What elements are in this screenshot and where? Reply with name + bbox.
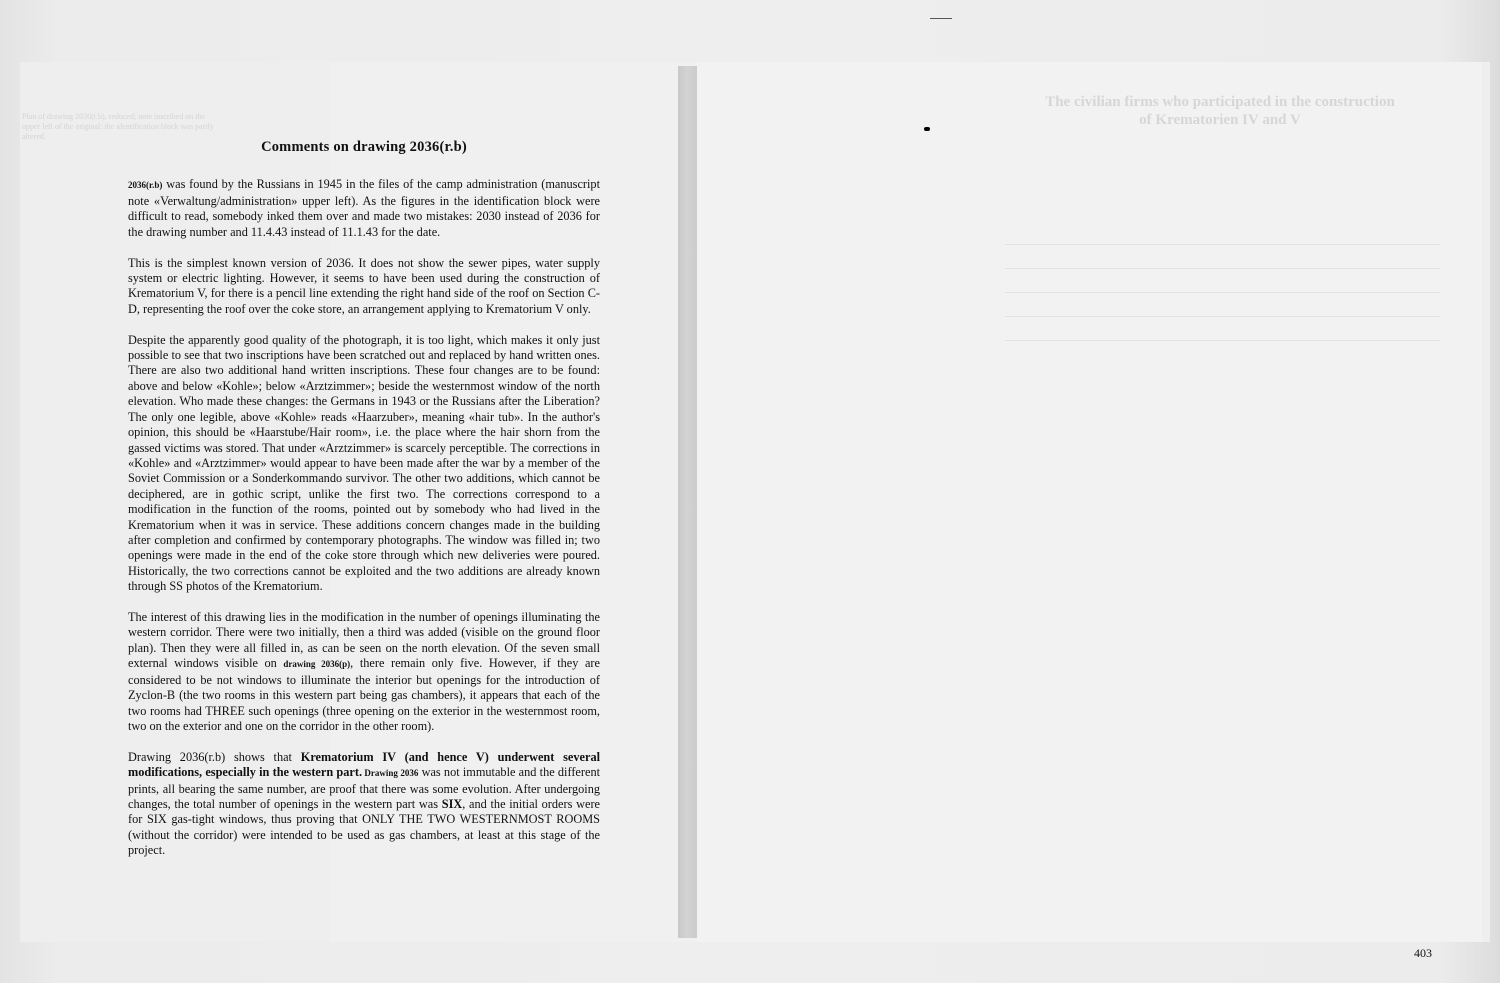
paragraph-4 (128, 610, 600, 734)
paragraph-2: This is the simplest known version of 2036. It does not show the sewer pipes, water supply system or electric lighting. However, it seems to have been used during the construction of Krematorium V, for there is a pencil line extending the right hand side of the roof on Section C-D, representing the roof over the coke store, an arrangement applying to Krematorium V only. (128, 255, 600, 316)
article (128, 140, 600, 874)
show-through-text-block (1005, 230, 1440, 350)
paragraph-4-text-b: , there remain only five. However, if they are considered to be not windows to illuminate the interior but openings for the introduction of Zyclon-B (the two rooms in this western part being gas chambers), it appears that each of the two rooms had THREE such openings (three opening on the exterior in the westernmost room, two on the exterior and one on the corridor in the other room). (128, 656, 600, 733)
paragraph-5-text-b: was not immutable and the different prints, all bearing the same number, are proof that there was some evolution. After undergoing changes, the total number of openings in the western part was (128, 765, 601, 812)
paragraph-1 (128, 177, 600, 240)
right-page (697, 62, 1482, 942)
paragraph-5 (128, 750, 600, 859)
page-number: 403 (1414, 946, 1432, 960)
article-title: Comments on drawing 2036(r.b) (261, 139, 467, 155)
binding-gutter (678, 66, 697, 938)
paragraph-1-text: was found by the Russians in 1945 in the files of the camp administration (manuscript note «Verwaltung/administration» upper left). As the figures in the identification block were difficult to read, somebody inked them over and made two mistakes: 2030 instead of 2036 for the drawing number and 11.4.43 instead of 11.1.43 for the date. (128, 177, 600, 239)
paragraph-4-text-a: The interest of this drawing lies in the modification in the number of openings illuminating the western corridor. There were two initially, then a third was added (visible on the ground floor plan). Then they were all filled in, as can be seen on the north elevation. Of the seven small external windows visible on (128, 610, 600, 671)
paragraph-5-text-a: Drawing 2036(r.b) shows that (128, 749, 301, 764)
paragraph-5-emphasis: Krematorium IV (and hence V) underwent several modifications, especially in the western part. (128, 749, 601, 780)
scan-mark (930, 18, 952, 19)
drawing-ref: Drawing 2036 (362, 768, 419, 779)
show-through-note: Plan of drawing 2036(r.b), reduced; note inscribed on the upper left of the original: the identification block was partly altered. (22, 112, 214, 141)
paragraph-5-text-c: , and the initial orders were for SIX gas-tight windows, thus proving that ONLY THE TWO WESTERNMOST ROOMS (without the corridor) were intended to be used as gas chambers, at least at this stage of the project. (128, 797, 600, 858)
show-through-title: The civilian firms who participated in the construction of Krematorien IV and V (1045, 94, 1395, 128)
ink-speck (924, 127, 930, 131)
paragraph-5-six: SIX (441, 797, 463, 812)
drawing-ref: drawing 2036(p) (283, 659, 351, 670)
drawing-ref: 2036(r.b) (128, 180, 163, 191)
paragraph-3: Despite the apparently good quality of the photograph, it is too light, which makes it only just possible to see that two inscriptions have been scratched out and replaced by hand written ones. There are also two additional hand written inscriptions. These four changes are to be found: above and below «Kohle»; below «Arztzimmer»; beside the westernmost window of the north elevation. Who made these changes: the Germans in 1943 or the Russians after the Liberation? The only one legible, above «Kohle» reads «Haarzuber», meaning «hair tub». In the author's opinion, this should be «Haarstube/Hair room», i.e. the place where the hair shorn from the gassed victims was stored. That under «Arztzimmer» is scarcely perceptible. The corrections in «Kohle» and «Arztzimmer» would appear to have been made after the war by a member of the Soviet Commission or a Sonderkommando survivor. The other two additions, which cannot be deciphered, are in gothic script, unlike the first two. The corrections correspond to a modification in the function of the rooms, pointed out by somebody who had lived in the Krematorium when it was in service. These additions concern changes made in the building after completion and confirmed by contemporary photographs. The window was filled in; two openings were made in the end of the coke store through which new deliveries were poured. Historically, the two corrections cannot be exploited and the two additions are already known through SS photos of the Krematorium. (128, 332, 600, 594)
